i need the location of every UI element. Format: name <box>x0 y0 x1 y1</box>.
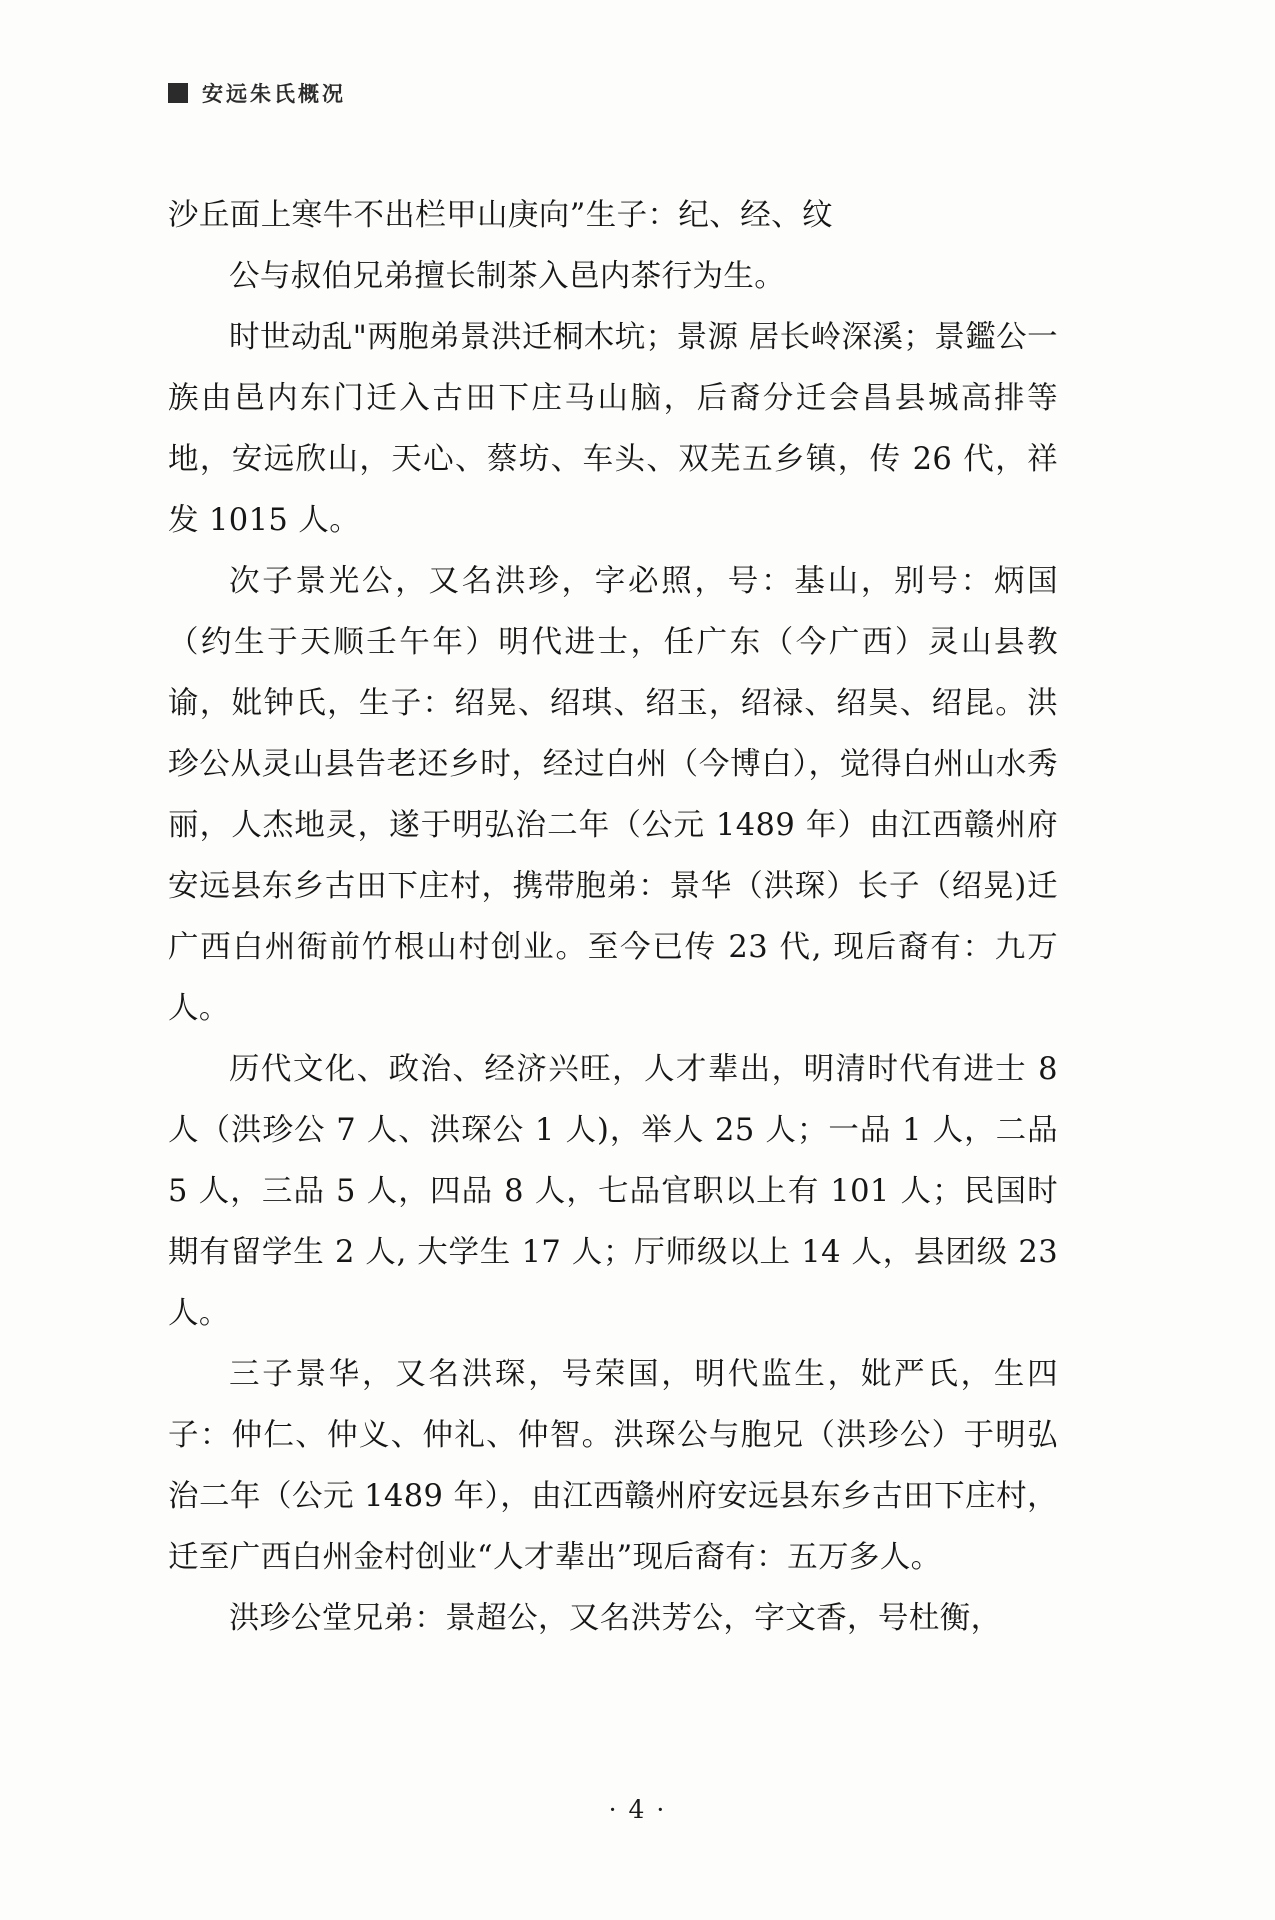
paragraph: 次子景光公，又名洪珍，字必照，号：基山，别号：炳国（约生于天顺壬午年）明代进士，任广东（今广西）灵山县教谕，妣钟氏，生子：绍晃、绍琪、绍玉，绍禄、绍昊、绍昆。洪珍公从灵山县告老还乡时，经过白州（今博白），觉得白州山水秀丽，人杰地灵，遂于明弘治二年（公元 1489 年）由江西赣州府安远县东乡古田下庄村，携带胞弟：景华（洪琛）长子（绍晃)迁广西白州衙前竹根山村创业。至今已传 23 代, 现后裔有：九万人。 <box>168 564 1058 1026</box>
paragraph: 三子景华，又名洪琛，号荣国，明代监生，妣严氏，生四子：仲仁、仲义、仲礼、仲智。洪琛公与胞兄（洪珍公）于明弘治二年（公元 1489 年），由江西赣州府安远县东乡古田下庄村，迁至广西白州金村创业“人才辈出”现后裔有：五万多人。 <box>168 1357 1058 1575</box>
paragraph: 公与叔伯兄弟擅长制茶入邑内茶行为生。 <box>229 259 786 294</box>
paragraph: 沙丘面上寒牛不出栏甲山庚向”生子：纪、经、纹 <box>168 198 833 233</box>
document-body <box>168 185 1058 1649</box>
paragraph: 洪珍公堂兄弟：景超公，又名洪芳公，字文香，号杜衡， <box>229 1601 1002 1636</box>
running-header <box>168 78 346 108</box>
black-square-icon <box>168 83 188 103</box>
paragraph: 历代文化、政治、经济兴旺，人才辈出，明清时代有进士 8 人（洪珍公 7 人、洪琛公 1 人)，举人 25 人；一品 1 人，二品 5 人，三品 5 人，四品 8 人，七品官职以上有 101 人；民国时期有留学生 2 人, 大学生 17 人；厅师级以上 14 人，县团级 23 人。 <box>168 1052 1058 1331</box>
header-title: 安远朱氏概况 <box>202 81 346 106</box>
paragraph: 时世动乱"两胞弟景洪迁桐木坑；景源 居长岭深溪；景鑑公一族由邑内东门迁入古田下庄马山脑，后裔分迁会昌县城高排等地，安远欣山，天心、蔡坊、车头、双芜五乡镇，传 26 代，祥发 1015 人。 <box>168 320 1058 538</box>
page-number: · 4 · <box>608 1795 667 1824</box>
